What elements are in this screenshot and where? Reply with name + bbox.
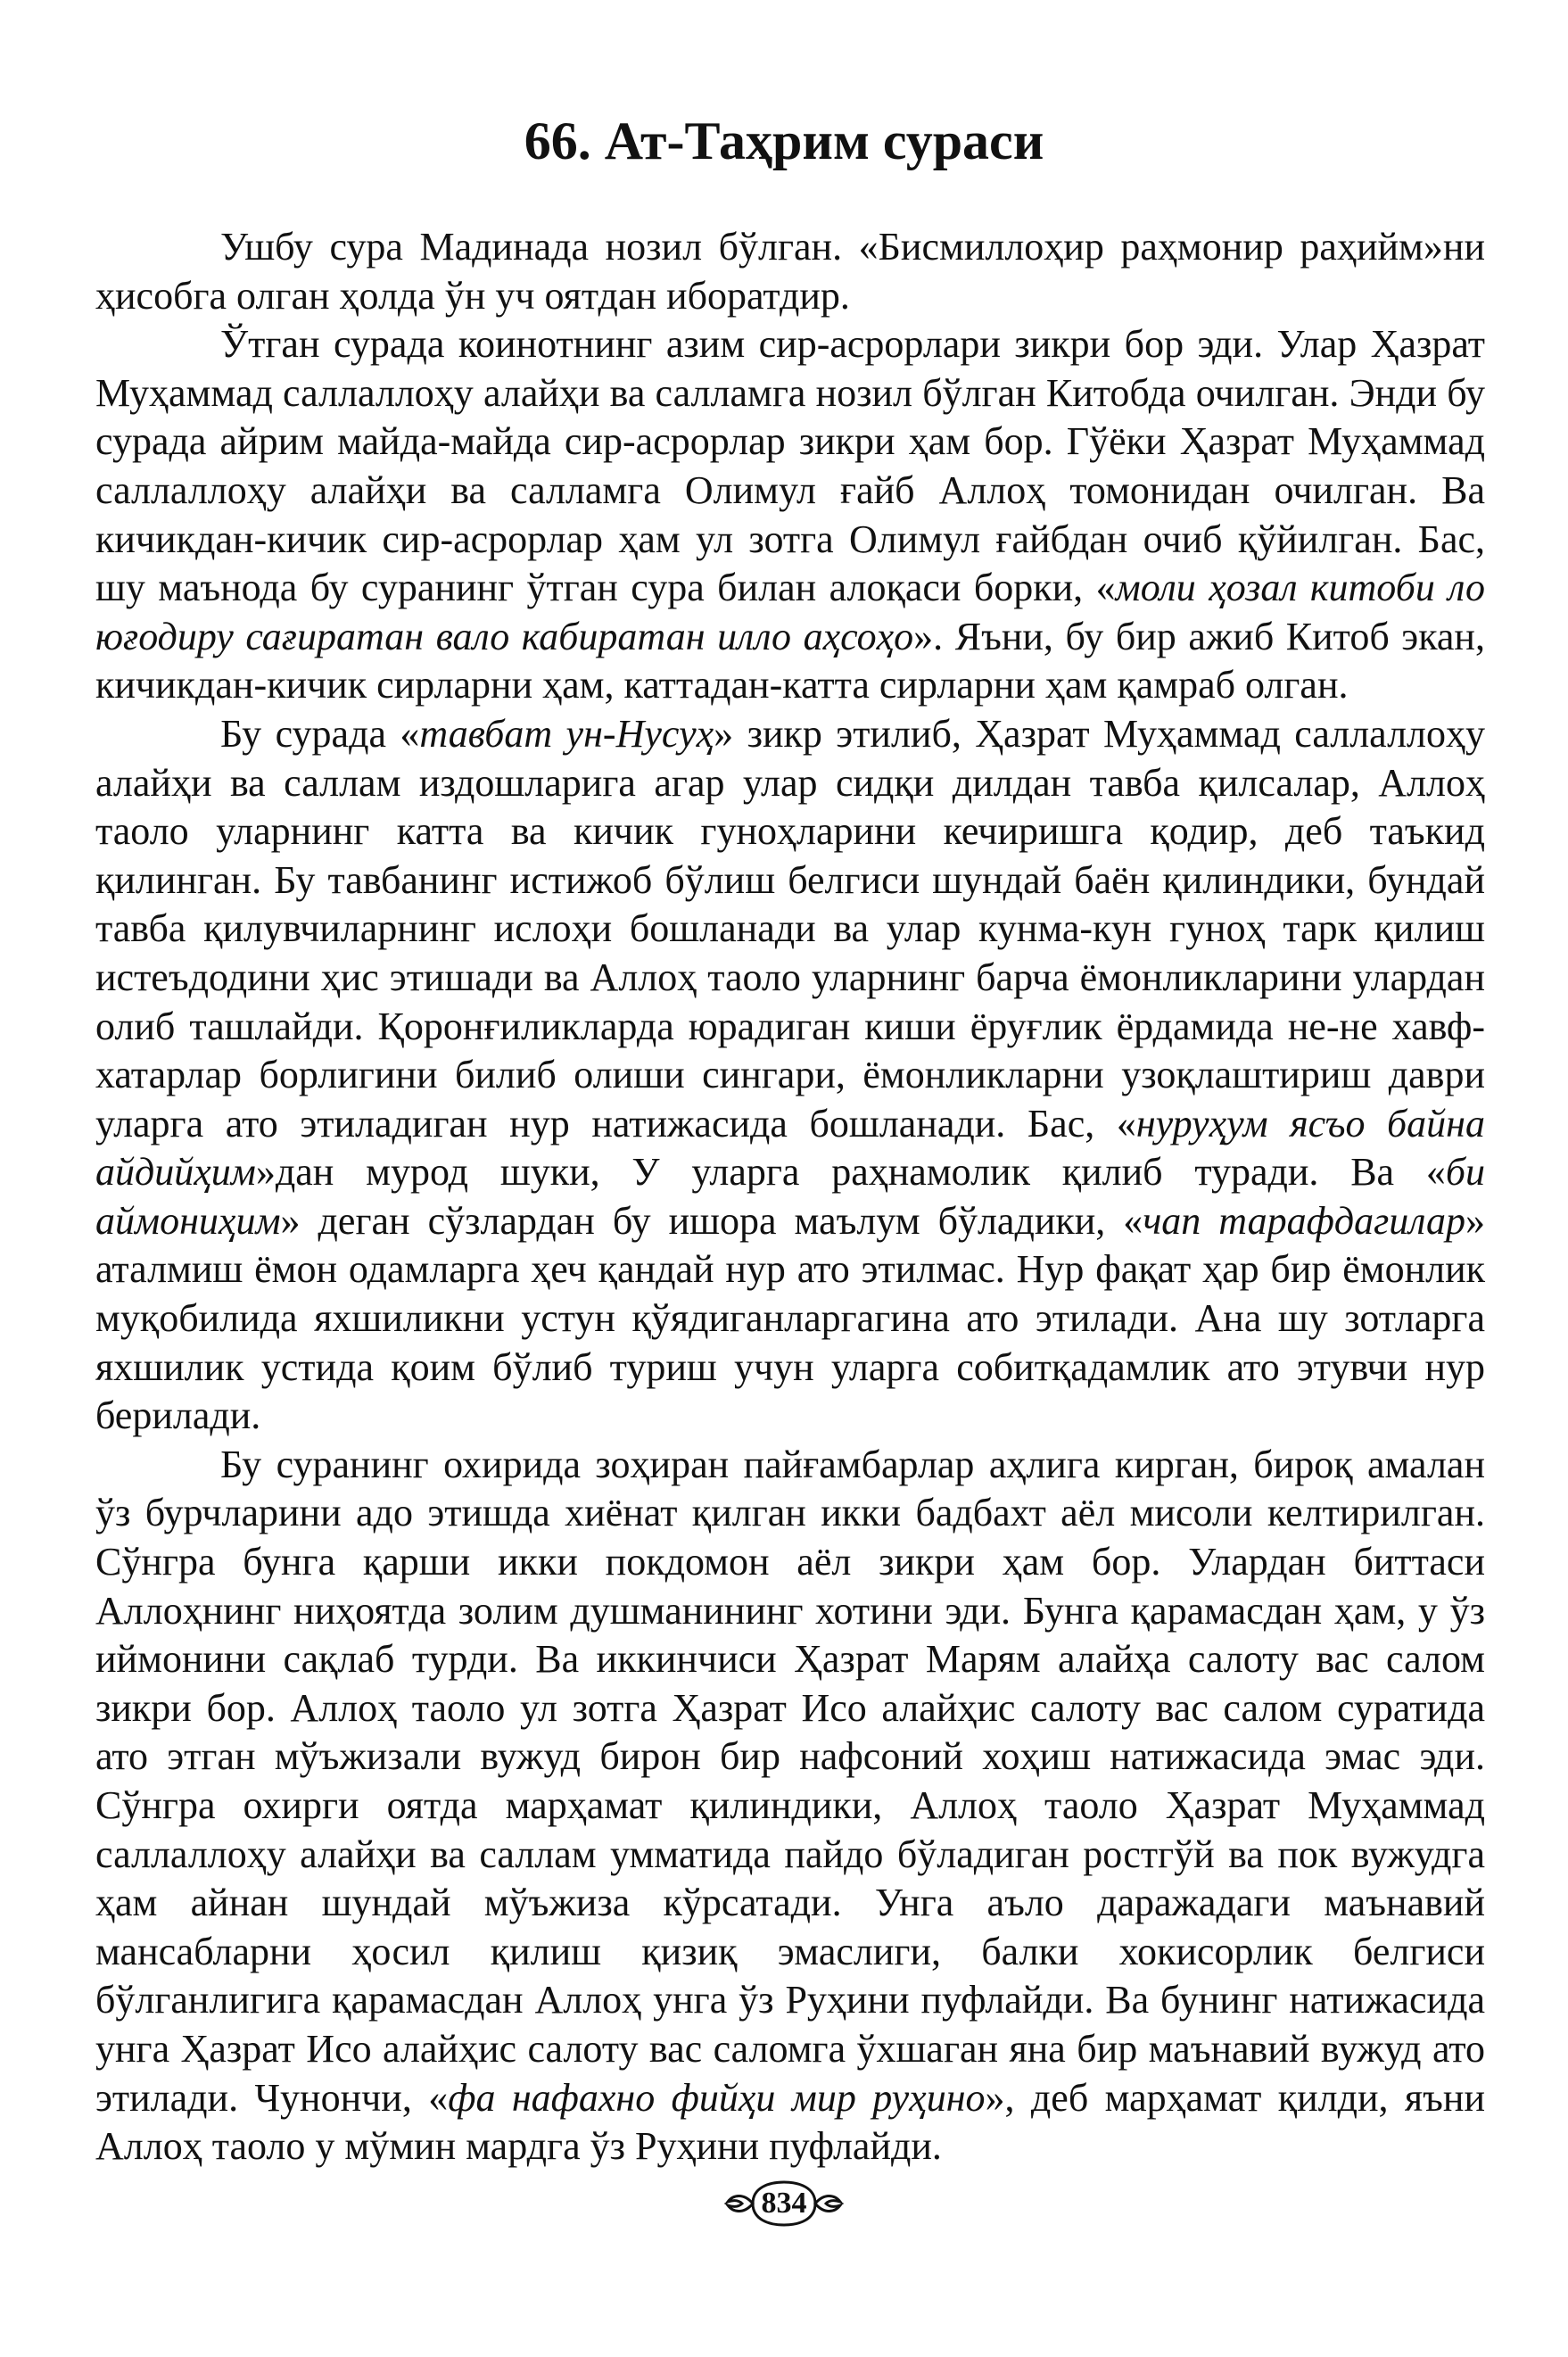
text-run: Ушбу сура Мадинада нозил бўлган. «Бисмиллоҳир раҳмонир раҳийм»ни ҳисобга олган ҳолда ўн уч оятдан иборатдир. xyxy=(95,225,1485,318)
page-number: 834 xyxy=(761,2187,807,2220)
text-run: » деган сўзлардан бу ишора маълум бўладики, « xyxy=(280,1198,1143,1243)
page-footer xyxy=(0,2175,1568,2232)
paragraph xyxy=(95,320,1485,710)
paragraph xyxy=(95,1441,1485,2171)
italic-quote: нуруҳум ясъо байна айдийҳим xyxy=(95,1101,1486,1195)
text-run: Бу суранинг охирида зоҳиран пайғамбарлар аҳлига кирган, бироқ амалан ўз бурчларини адо этишда хиёнат қилган икки бадбахт аёл мисоли келтирилган. Сўнгра бунга қарши икки покдомон аёл зикри ҳам бор. Улардан биттаси Аллоҳнинг ниҳоятда золим душманининг хотини эди. Бунга қарамасдан ҳам, у ўз иймонини сақлаб турди. Ва иккинчиси Ҳазрат Марям алайҳа салоту вас салом зикри бор. Аллоҳ таоло ул зотга Ҳазрат Исо алайҳис салоту вас салом суратида ато этган мўъжизали вужуд бирон бир нафсоний хоҳиш натижасида эмас эди. Сўнгра охирги оятда марҳамат қилиндики, Аллоҳ таоло Ҳазрат Муҳаммад саллаллоҳу алайҳи ва саллам умматида пайдо бўладиган ростгўй ва пок вужудга ҳам айнан шундай мўъжиза кўрсатади. Унга аъло даражадаги маънавий мансабларни ҳосил қилиш қизиқ эмаслиги, балки хокисорлик белгиси бўлганлигига қарамасдан Аллоҳ унга ўз Руҳини пуфлайди. Ва бунинг натижасида унга Ҳазрат Исо алайҳис салоту вас саломга ўхшаган яна бир маънавий вужуд ато этилади. Чунончи, « xyxy=(95,1442,1485,2120)
text-run: » аталмиш ёмон одамларга ҳеч қандай нур ато этилмас. Нур фақат ҳар бир ёмонлик муқобилида яхшиликни устун қўядиганларгагина ато этилади. Ана шу зотларга яхшилик устида қоим бўлиб туриш учун уларга собитқадамлик ато этувчи нур берилади. xyxy=(95,1198,1486,1438)
paragraph xyxy=(95,710,1485,1441)
italic-quote: моли ҳозал китоби ло юғодиру сағиратан вало кабиратан илло аҳсоҳо xyxy=(95,566,1485,658)
chapter-title: 66. Ат-Таҳрим сураси xyxy=(524,112,1044,170)
text-run: »дан мурод шуки, У уларга раҳнамолик қилиб туради. Ва « xyxy=(255,1150,1446,1195)
paragraph xyxy=(95,223,1485,320)
page-number-ornament xyxy=(717,2175,851,2232)
italic-quote: фа нафахно фийҳи мир руҳино xyxy=(448,2075,986,2120)
text-run: ». Яъни, бу бир ажиб Китоб экан, кичикдан-кичик сирларни ҳам, каттадан-катта сирларни ҳам қамраб олган. xyxy=(95,614,1485,707)
text-run: », деб марҳамат қилди, яъни Аллоҳ таоло у мўмин мардга ўз Руҳини пуфлайди. xyxy=(95,2075,1485,2169)
text-run: » зикр этилиб, Ҳазрат Муҳаммад саллаллоҳу алайҳи ва саллам издошларига агар улар сидқи дилдан тавба қилсалар, Аллоҳ таоло уларнинг катта ва кичик гуноҳларини кечиришга қодир, деб таъкид қилинган. Бу тавбанинг истижоб бўлиш белгиси шундай баён қилиндики, бундай тавба қилувчиларнинг ислоҳи бошланади ва улар кунма-кун гуноҳ тарк қилиш истеъдодини ҳис этишади ва Аллоҳ таоло уларнинг барча ёмонликларини улардан олиб ташлайди. Қоронғиликларда юрадиган киши ёруғлик ёрдамида не-не хавф-хатарлар борлигини билиб олиши сингари, ёмонликларни узоқлаштириш даври уларга ато этиладиган нур натижасида бошланади. Бас, « xyxy=(95,711,1485,1145)
text-run: Бу сурада « xyxy=(220,711,420,756)
text-run: Ўтган сурада коинотнинг азим сир-асрорлари зикри бор эди. Улар Ҳазрат Муҳаммад саллаллоҳу алайҳи ва салламга нозил бўлган Китобда очилган. Энди бу сурада айрим майда-майда сир-асрорлар зикри ҳам бор. Гўёки Ҳазрат Муҳаммад саллаллоҳу алайҳи ва салламга Олимул ғайб Аллоҳ томонидан очилган. Ва кичикдан-кичик сир-асрорлар ҳам ул зотга Олимул ғайбдан очиб қўйилган. Бас, шу маънода бу суранинг ўтган сура билан алоқаси борки, « xyxy=(95,322,1485,610)
italic-quote: би аймониҳим xyxy=(95,1150,1485,1243)
chapter-body xyxy=(95,223,1485,2171)
italic-quote: тавбат ун-Нусуҳ xyxy=(419,711,714,756)
italic-quote: чап тарафдагилар xyxy=(1143,1198,1466,1243)
